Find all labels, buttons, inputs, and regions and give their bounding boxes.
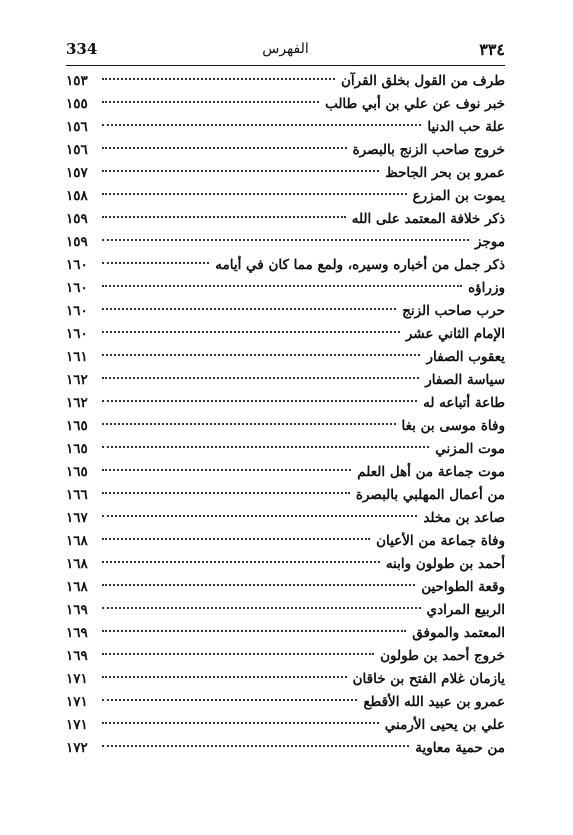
toc-entry-title: يموت بن المزرع xyxy=(412,188,505,204)
toc-dot-leader xyxy=(102,423,396,425)
toc-entry xyxy=(66,691,505,714)
toc-entry xyxy=(66,530,505,553)
toc-entry xyxy=(66,415,505,438)
toc-entry-title: وفاة موسى بن بغا xyxy=(401,418,505,434)
toc-entry-page-number: ١٦٦ xyxy=(66,487,88,503)
toc-entry xyxy=(66,714,505,737)
toc-dot-leader xyxy=(102,193,407,195)
toc-entry-title: حرب صاحب الزنج xyxy=(402,303,505,319)
toc-entry xyxy=(66,553,505,576)
toc-dot-leader xyxy=(102,400,417,402)
toc-entry-page-number: ١٥٧ xyxy=(66,165,88,181)
toc-dot-leader xyxy=(102,331,400,333)
toc-entry-page-number: ١٧١ xyxy=(66,717,88,733)
toc-entry-title: من أعمال المهلبي بالبصرة xyxy=(355,487,505,503)
toc-entry xyxy=(66,622,505,645)
toc-entry-page-number: ١٦٢ xyxy=(66,372,88,388)
toc-dot-leader xyxy=(102,285,462,287)
toc-dot-leader xyxy=(102,124,421,126)
toc-entry-title: عمرو بن عبيد الله الأقطع xyxy=(363,694,505,710)
toc-dot-leader xyxy=(102,699,357,701)
toc-entry-title: موجز xyxy=(475,234,505,250)
toc-entry-title: طاعة أتباعه له xyxy=(423,395,505,411)
toc-entry-page-number: ١٥٦ xyxy=(66,142,88,158)
toc-dot-leader xyxy=(102,722,379,724)
toc-entry-page-number: ١٥٥ xyxy=(66,96,88,112)
toc-entry xyxy=(66,93,505,116)
page-number-latin: 334 xyxy=(66,40,98,58)
toc-entry-page-number: ١٦١ xyxy=(66,349,88,365)
toc-entry-title: أحمد بن طولون وابنه xyxy=(385,556,505,572)
toc-entry-title: خروج أحمد بن طولون xyxy=(380,648,505,664)
toc-entry-page-number: ١٦٨ xyxy=(66,579,88,595)
toc-entry xyxy=(66,116,505,139)
toc-dot-leader xyxy=(102,653,374,655)
toc-dot-leader xyxy=(102,538,370,540)
toc-dot-leader xyxy=(102,101,319,103)
toc-entry xyxy=(66,461,505,484)
toc-entry-title: موت جماعة من أهل العلم xyxy=(357,464,505,480)
toc-dot-leader xyxy=(102,492,350,494)
toc-dot-leader xyxy=(102,239,469,241)
toc-dot-leader xyxy=(102,147,347,149)
toc-entry xyxy=(66,346,505,369)
toc-entry-page-number: ١٥٩ xyxy=(66,211,88,227)
toc-entry xyxy=(66,185,505,208)
running-title: الفهرس xyxy=(262,41,309,57)
toc-entry-title: خبر نوف عن علي بن أبي طالب xyxy=(325,96,505,112)
toc-entry xyxy=(66,392,505,415)
page-header xyxy=(66,40,505,62)
toc-entry-title: وزراؤه xyxy=(468,280,505,296)
toc-dot-leader xyxy=(102,469,351,471)
toc-entry-page-number: ١٦٢ xyxy=(66,395,88,411)
toc-entry xyxy=(66,323,505,346)
toc-entry-page-number: ١٦٥ xyxy=(66,464,88,480)
header-rule xyxy=(66,65,505,66)
toc-entry xyxy=(66,208,505,231)
toc-entry-title: علة حب الدنيا xyxy=(427,119,505,135)
toc-dot-leader xyxy=(102,78,335,80)
toc-entry-title: من حمية معاوية xyxy=(415,740,505,756)
toc-entry xyxy=(66,737,505,760)
toc-entry-title: ذكر خلافة المعتمد على الله xyxy=(351,211,505,227)
toc-entry-page-number: ١٦٩ xyxy=(66,648,88,664)
toc-dot-leader xyxy=(102,354,420,356)
toc-entry xyxy=(66,484,505,507)
toc-entry-title: ذكر جمل من أخباره وسيره، ولمع مما كان في أيامه xyxy=(215,257,505,273)
toc-entry-page-number: ١٥٩ xyxy=(66,234,88,250)
toc-entry-page-number: ١٦٨ xyxy=(66,533,88,549)
toc-dot-leader xyxy=(102,446,429,448)
toc-entry-page-number: ١٦٠ xyxy=(66,280,88,296)
toc-dot-leader xyxy=(102,170,379,172)
toc-entry-page-number: ١٥٣ xyxy=(66,73,88,89)
toc-entry-title: صاعد بن مخلد xyxy=(423,510,505,526)
toc-entry-title: وفاة جماعة من الأعيان xyxy=(376,533,505,549)
toc-entry-title: يعقوب الصفار xyxy=(426,349,505,365)
toc-entry-title: خروج صاحب الزنج بالبصرة xyxy=(352,142,505,158)
toc-entry xyxy=(66,70,505,93)
toc-entry-title: سياسة الصفار xyxy=(425,372,505,388)
toc-dot-leader xyxy=(102,745,409,747)
toc-entry-page-number: ١٥٨ xyxy=(66,188,88,204)
toc-entry-page-number: ١٦٥ xyxy=(66,441,88,457)
toc-entry xyxy=(66,645,505,668)
toc-entry-title: عمرو بن بحر الجاحظ xyxy=(385,165,505,181)
toc-entry-page-number: ١٦٩ xyxy=(66,602,88,618)
toc-dot-leader xyxy=(102,561,380,563)
toc-entry xyxy=(66,668,505,691)
toc-entry-page-number: ١٦٩ xyxy=(66,625,88,641)
toc-dot-leader xyxy=(102,515,417,517)
table-of-contents xyxy=(66,70,505,760)
toc-entry-page-number: ١٦٠ xyxy=(66,257,88,273)
toc-entry-page-number: ١٧١ xyxy=(66,671,88,687)
toc-entry-title: وقعة الطواحين xyxy=(421,579,505,595)
page-number-arabic: ٣٣٤ xyxy=(479,40,505,59)
toc-entry xyxy=(66,507,505,530)
toc-entry-title: الإمام الثاني عشر xyxy=(405,326,505,342)
toc-entry xyxy=(66,599,505,622)
toc-entry xyxy=(66,369,505,392)
toc-entry xyxy=(66,438,505,461)
toc-dot-leader xyxy=(102,676,347,678)
toc-dot-leader xyxy=(102,377,419,379)
toc-entry-title: علي بن يحيى الأرمني xyxy=(384,717,505,733)
toc-entry xyxy=(66,254,505,277)
toc-entry-title: موت المزني xyxy=(435,441,505,457)
toc-dot-leader xyxy=(102,262,209,264)
toc-dot-leader xyxy=(102,630,406,632)
toc-entry xyxy=(66,231,505,254)
toc-entry-title: المعتمد والموفق xyxy=(412,625,505,641)
toc-entry-title: طرف من القول بخلق القرآن xyxy=(341,73,505,89)
toc-entry-page-number: ١٧١ xyxy=(66,694,88,710)
toc-entry xyxy=(66,162,505,185)
toc-entry-title: يازمان غلام الفتح بن خاقان xyxy=(352,671,505,687)
toc-entry-page-number: ١٦٠ xyxy=(66,303,88,319)
toc-entry-page-number: ١٥٦ xyxy=(66,119,88,135)
toc-dot-leader xyxy=(102,216,346,218)
toc-dot-leader xyxy=(102,607,421,609)
toc-entry xyxy=(66,576,505,599)
toc-entry-page-number: ١٦٠ xyxy=(66,326,88,342)
toc-entry-page-number: ١٦٨ xyxy=(66,556,88,572)
toc-entry xyxy=(66,277,505,300)
toc-entry-page-number: ١٦٥ xyxy=(66,418,88,434)
toc-entry-page-number: ١٧٢ xyxy=(66,740,88,756)
toc-entry-title: الربيع المرادي xyxy=(426,602,505,618)
toc-entry xyxy=(66,300,505,323)
toc-entry xyxy=(66,139,505,162)
toc-dot-leader xyxy=(102,308,396,310)
toc-entry-page-number: ١٦٧ xyxy=(66,510,88,526)
toc-dot-leader xyxy=(102,584,415,586)
